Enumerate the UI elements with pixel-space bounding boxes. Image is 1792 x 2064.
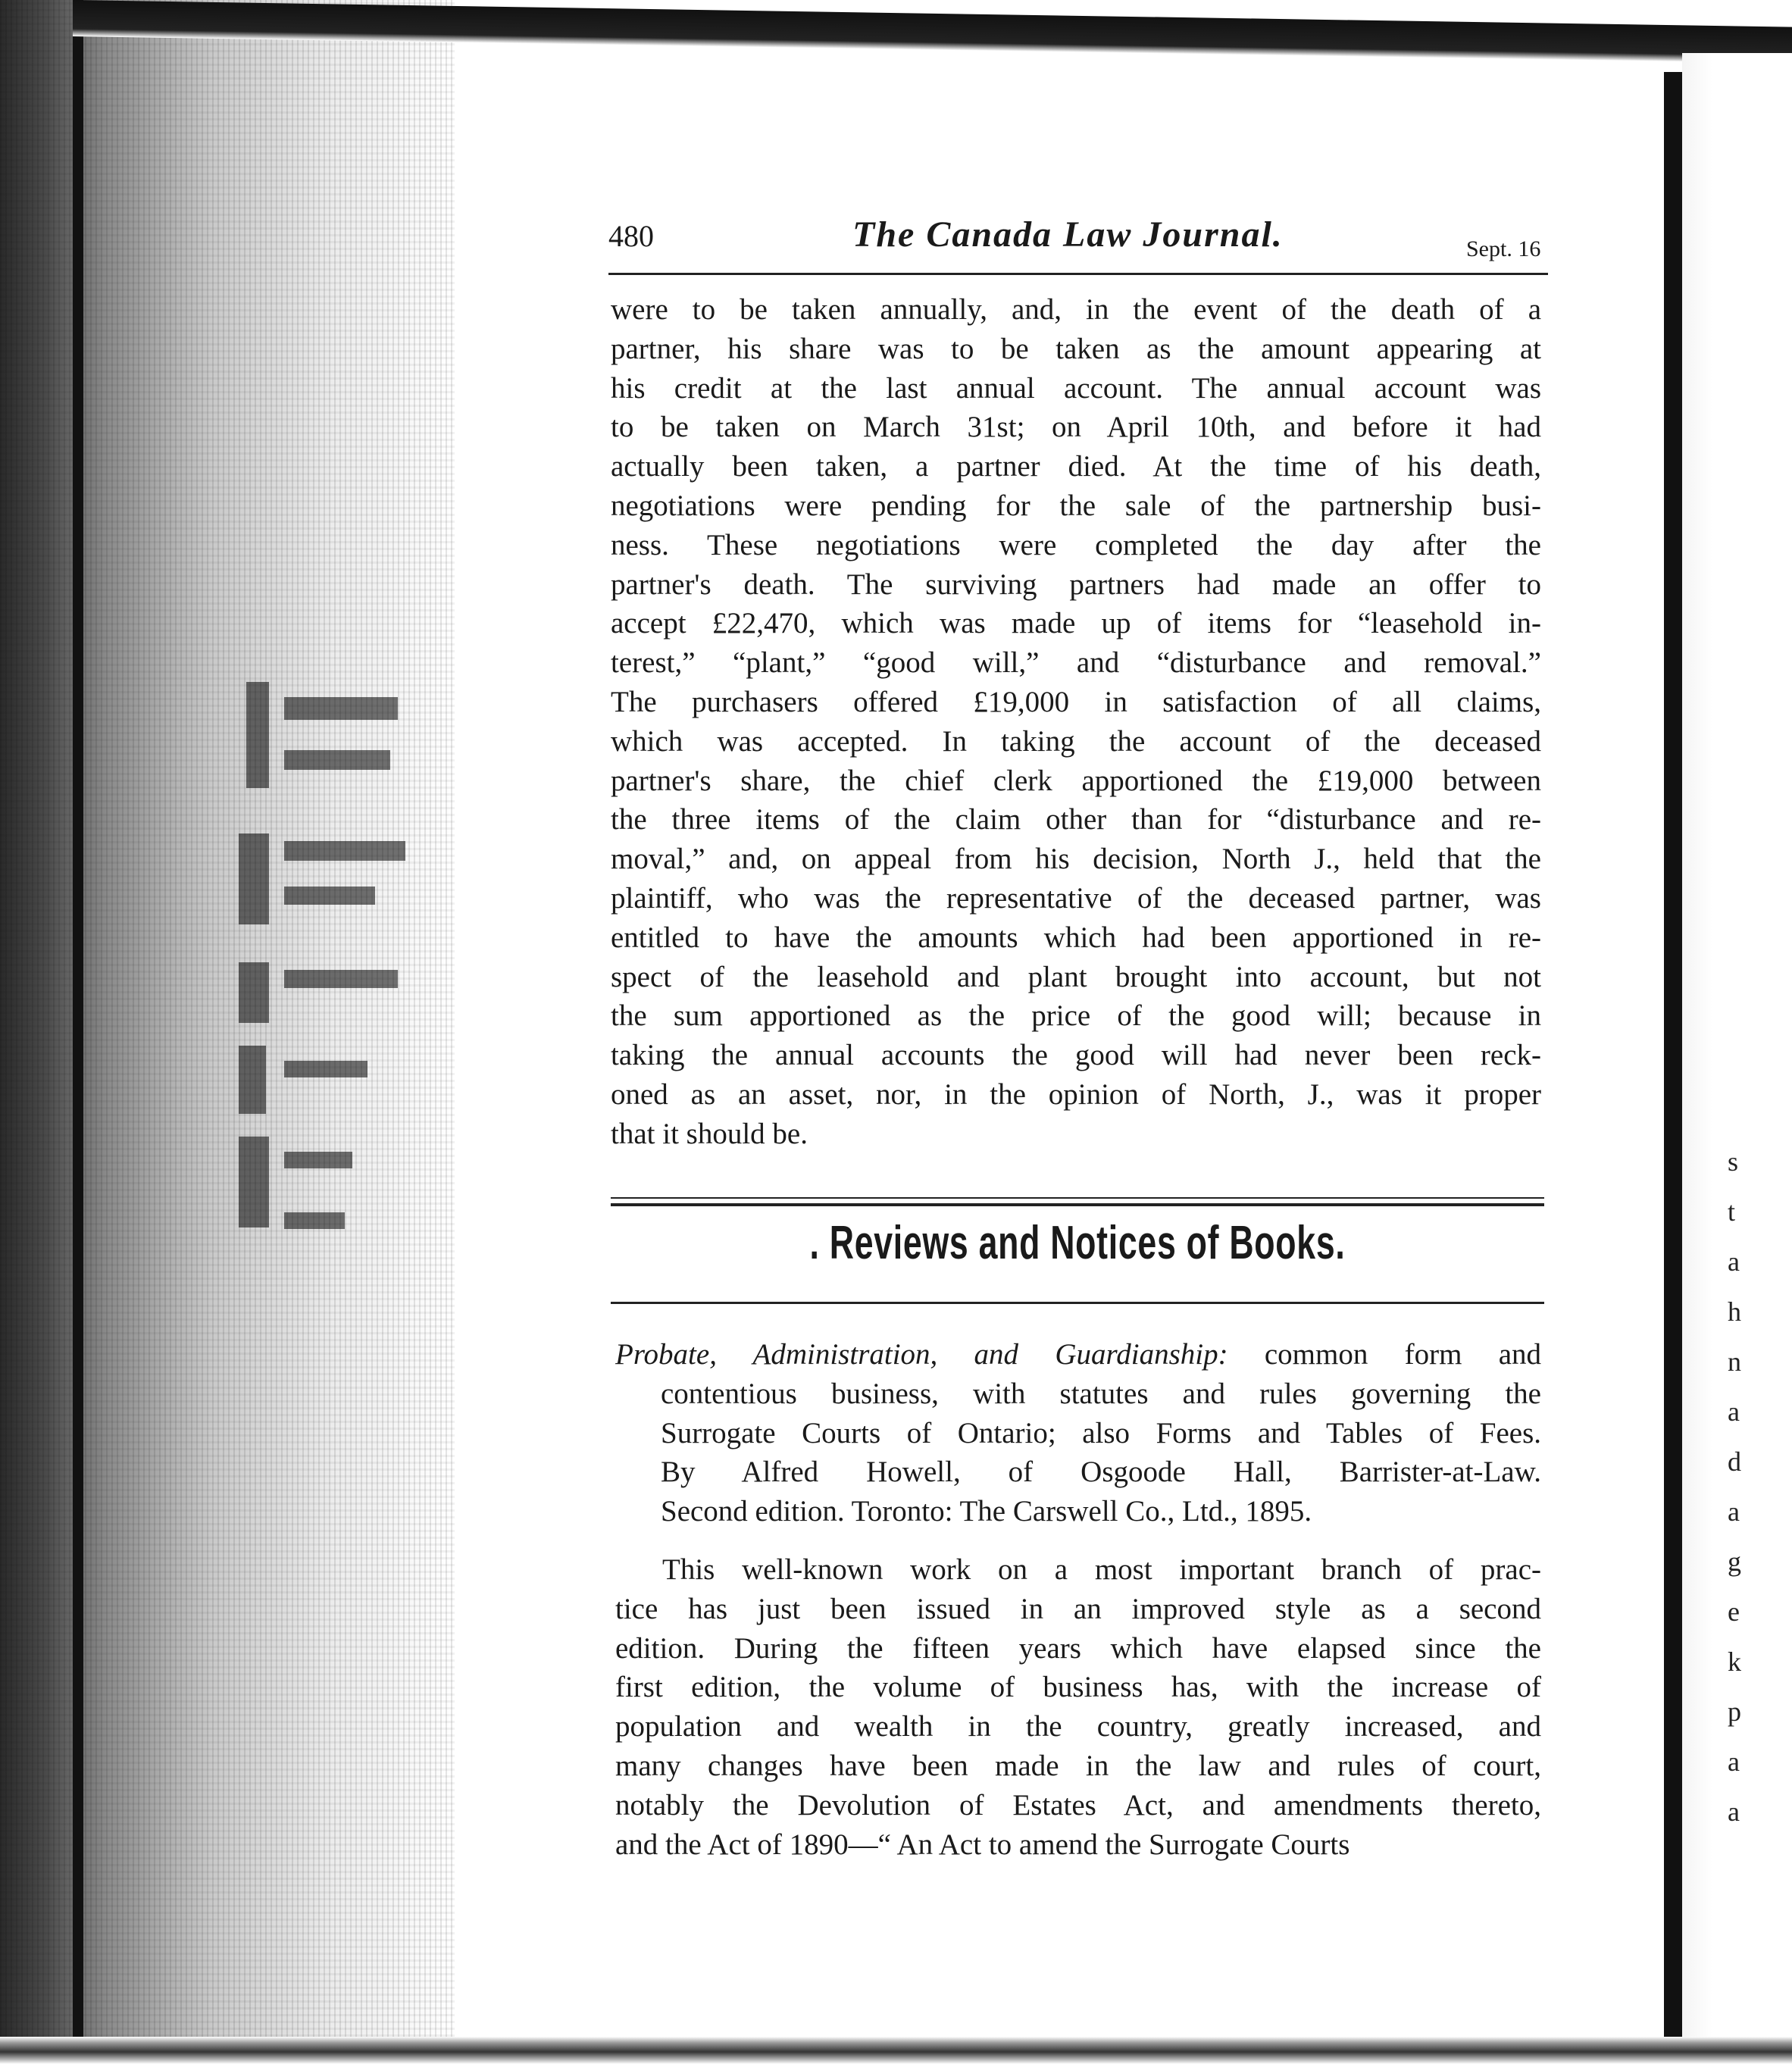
- text-line: and the Act of 1890—“ An Act to amend the Surrogate Courts: [615, 1828, 1350, 1861]
- text-line: partner's death. The surviving partners had made an offer to: [611, 568, 1541, 601]
- book-reference-line: Second edition. Toronto: The Carswell Co., Ltd., 1895.: [661, 1495, 1312, 1528]
- facing-page-letters: [1728, 1137, 1773, 1837]
- scan-edge-right: [1664, 72, 1682, 2042]
- text-line: notably the Devolution of Estates Act, and amendments thereto,: [615, 1788, 1541, 1822]
- text-line: actually been taken, a partner died. At the time of his death,: [611, 450, 1541, 483]
- text-line: plaintiff, who was the representative of the deceased partner, was: [611, 881, 1541, 915]
- text-line: This well-known work on a most important branch of prac-: [662, 1553, 1541, 1586]
- book-reference-line: Surrogate Courts of Ontario; also Forms and Tables of Fees.: [661, 1416, 1541, 1449]
- book-reference-line: contentious business, with statutes and rules governing the: [661, 1377, 1541, 1410]
- margin-fragment: h: [1728, 1296, 1741, 1327]
- issue-date: Sept. 16: [1466, 236, 1541, 261]
- text-line: The purchasers offered £19,000 in satisfaction of all claims,: [611, 685, 1541, 718]
- margin-fragment: a: [1728, 1496, 1740, 1527]
- margin-fragment: a: [1728, 1396, 1740, 1427]
- text-line: taking the annual accounts the good will had never been reck-: [611, 1039, 1541, 1072]
- margin-fragment: t: [1728, 1196, 1736, 1227]
- text-line: partner, his share was to be taken as the amount appearing at: [611, 332, 1541, 365]
- book-subtitle-start: common form and: [1228, 1338, 1541, 1371]
- section-title: . Reviews and Notices of Books.: [809, 1217, 1346, 1269]
- text-line: population and wealth in the country, greatly increased, and: [615, 1710, 1541, 1743]
- section-rule-top: [611, 1197, 1544, 1199]
- margin-fragment: k: [1728, 1647, 1741, 1677]
- margin-fragment: a: [1728, 1797, 1740, 1827]
- text-line: which was accepted. In taking the account of the deceased: [611, 724, 1541, 758]
- text-line: first edition, the volume of business has, with the increase of: [615, 1671, 1541, 1704]
- text-line: the three items of the claim other than for “disturbance and re-: [611, 803, 1541, 837]
- text-line: moval,” and, on appeal from his decision, North J., held that the: [611, 843, 1541, 876]
- text-line: the sum apportioned as the price of the good will; because in: [611, 999, 1541, 1033]
- text-line: ness. These negotiations were completed the day after the: [611, 528, 1541, 561]
- text-line: terest,” “plant,” “good will,” and “disturbance and removal.”: [611, 646, 1541, 680]
- header-rule: [608, 273, 1548, 275]
- section-rule-top-thick: [611, 1203, 1544, 1206]
- book-reference-line: By Alfred Howell, of Osgoode Hall, Barrister-at-Law.: [661, 1456, 1541, 1489]
- running-header: [608, 214, 1552, 267]
- scan-edge-bottom: [0, 2037, 1792, 2064]
- text-line: negotiations were pending for the sale of the partnership busi-: [611, 489, 1541, 522]
- bleed-through-marks: [231, 682, 413, 1288]
- case-summary-text: [611, 290, 1541, 1154]
- text-line: many changes have been made in the law and rules of court,: [615, 1749, 1541, 1782]
- book-reference-line: [615, 1335, 1541, 1374]
- text-line: tice has just been issued in an improved style as a second: [615, 1592, 1541, 1625]
- margin-fragment: p: [1728, 1697, 1741, 1727]
- section-rule-bottom: [611, 1302, 1544, 1304]
- book-reference: [615, 1335, 1541, 1531]
- page-number: 480: [608, 219, 654, 253]
- text-line: were to be taken annually, and, in the event of the death of a: [611, 293, 1541, 326]
- margin-fragment: e: [1728, 1596, 1740, 1627]
- text-line: spect of the leasehold and plant brought into account, but not: [611, 960, 1541, 993]
- margin-fragment: a: [1728, 1246, 1740, 1277]
- text-line: entitled to have the amounts which had been apportioned in re-: [611, 921, 1541, 954]
- text-line: partner's share, the chief clerk apportioned the £19,000 between: [611, 764, 1541, 797]
- text-line: that it should be.: [611, 1117, 808, 1150]
- journal-title: The Canada Law Journal.: [852, 214, 1284, 255]
- text-line: his credit at the last annual account. The annual account was: [611, 371, 1541, 405]
- book-title: Probate, Administration, and Guardianship:: [615, 1338, 1228, 1371]
- text-line: to be taken on March 31st; on April 10th, and before it had: [611, 411, 1541, 444]
- margin-fragment: g: [1728, 1546, 1741, 1577]
- text-line: accept £22,470, which was made up of items for “leasehold in-: [611, 607, 1541, 640]
- scan-edge-left: [73, 0, 83, 2064]
- text-line: oned as an asset, nor, in the opinion of North, J., was it proper: [611, 1077, 1541, 1111]
- margin-fragment: a: [1728, 1747, 1740, 1777]
- margin-fragment: d: [1728, 1446, 1741, 1477]
- margin-fragment: s: [1728, 1146, 1739, 1177]
- margin-fragment: n: [1728, 1346, 1741, 1377]
- review-paragraph: [615, 1550, 1541, 1864]
- text-line: edition. During the fifteen years which have elapsed since the: [615, 1631, 1541, 1665]
